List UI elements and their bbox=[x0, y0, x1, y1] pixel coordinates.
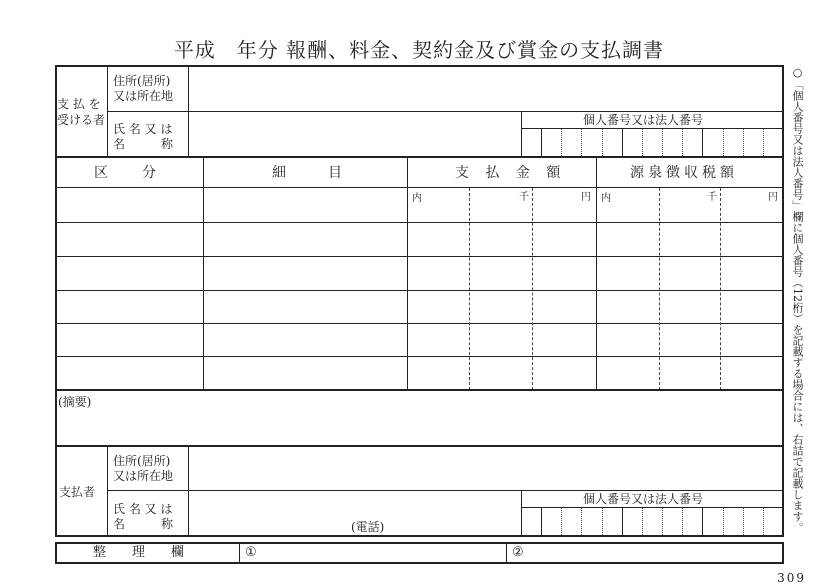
payer-id-digit-divider bbox=[662, 508, 663, 535]
summary-field[interactable] bbox=[57, 391, 782, 444]
detail-cell-row-6[interactable] bbox=[204, 358, 406, 388]
payer-id-digit-divider bbox=[682, 508, 683, 535]
table-row-divider-3 bbox=[55, 290, 784, 291]
recipient-address-label-line1: 住所(居所) bbox=[113, 74, 171, 88]
admin-mark-2: ② bbox=[512, 545, 524, 560]
table-row-divider-2 bbox=[55, 256, 784, 257]
form-number: 309 bbox=[777, 571, 806, 585]
payer-id-digit-divider bbox=[702, 508, 703, 535]
amount-cell-row-5[interactable] bbox=[408, 325, 595, 356]
category-cell-row-1[interactable] bbox=[56, 189, 202, 222]
admin-field-1[interactable] bbox=[241, 544, 505, 562]
col-header-detail: 細 目 bbox=[272, 165, 342, 181]
detail-cell-row-4[interactable] bbox=[204, 292, 406, 323]
recipient-name-label-line2: 名 称 bbox=[113, 137, 174, 151]
detail-cell-row-3[interactable] bbox=[204, 258, 406, 290]
payer-address-label-line2: 又は所在地 bbox=[113, 469, 174, 483]
recipient-group-label-line1: 支 払 を bbox=[57, 97, 101, 111]
payer-phone-label: (電話) bbox=[351, 520, 385, 534]
amount-cell-row-4[interactable] bbox=[408, 292, 595, 323]
col-header-category: 区 分 bbox=[94, 165, 166, 181]
summary-label: (摘要) bbox=[58, 395, 92, 409]
recipient-id-digit-divider bbox=[743, 129, 744, 156]
detail-cell-row-1[interactable] bbox=[204, 189, 406, 222]
tax-cell-row-2[interactable] bbox=[597, 224, 782, 256]
tax-cell-row-4[interactable] bbox=[597, 292, 782, 323]
recipient-id-digit-divider bbox=[702, 129, 703, 156]
table-row-divider-5 bbox=[55, 356, 784, 357]
admin-label: 整 理 欄 bbox=[93, 545, 185, 560]
tax-unit-yen: 円 bbox=[768, 192, 778, 203]
payer-address-field[interactable] bbox=[190, 447, 782, 489]
recipient-id-digit-divider bbox=[723, 129, 724, 156]
side-note: ○「個人番号又は法人番号」欄に個人番号（12桁）を記載する場合には、右詰で記載します。 bbox=[791, 66, 804, 533]
recipient-id-digit-divider bbox=[763, 129, 764, 156]
recipient-id-digit-divider bbox=[642, 129, 643, 156]
tax-unit-thousand: 千 bbox=[707, 192, 717, 203]
table-header-divider bbox=[55, 187, 784, 188]
recipient-id-digit-divider bbox=[682, 129, 683, 156]
payer-id-digit-divider bbox=[541, 508, 542, 535]
admin-divider-1 bbox=[239, 543, 240, 563]
payer-id-digit-divider bbox=[723, 508, 724, 535]
recipient-name-label-line1: 氏 名 又 は bbox=[113, 122, 173, 136]
amount-cell-row-6[interactable] bbox=[408, 358, 595, 388]
admin-field-2[interactable] bbox=[508, 544, 782, 562]
payer-group-divider bbox=[107, 446, 108, 536]
payer-id-label: 個人番号又は法人番号 bbox=[583, 492, 704, 506]
detail-cell-row-2[interactable] bbox=[204, 224, 406, 256]
amount-cell-row-2[interactable] bbox=[408, 224, 595, 256]
amount-unit-thousand: 千 bbox=[519, 192, 529, 203]
amount-cell-row-1[interactable] bbox=[408, 189, 595, 222]
recipient-id-digit-divider bbox=[602, 129, 603, 156]
recipient-address-field[interactable] bbox=[190, 67, 782, 110]
recipient-id-digit-divider bbox=[561, 129, 562, 156]
tax-cell-row-3[interactable] bbox=[597, 258, 782, 290]
recipient-id-digit-divider bbox=[622, 129, 623, 156]
payer-id-digit-divider bbox=[743, 508, 744, 535]
table-row-divider-1 bbox=[55, 222, 784, 223]
recipient-address-label-line2: 又は所在地 bbox=[113, 89, 174, 103]
tax-cell-row-1[interactable] bbox=[597, 189, 782, 222]
table-row-divider-4 bbox=[55, 323, 784, 324]
payer-name-label-line1: 氏 名 又 は bbox=[113, 502, 173, 516]
amount-unit-yen: 円 bbox=[581, 192, 591, 203]
amount-cell-row-3[interactable] bbox=[408, 258, 595, 290]
recipient-group-label-line2: 受ける者 bbox=[57, 113, 106, 127]
recipient-id-digit-divider bbox=[581, 129, 582, 156]
payer-id-digit-divider bbox=[581, 508, 582, 535]
payer-label-divider bbox=[188, 446, 189, 536]
payer-id-digit-divider bbox=[622, 508, 623, 535]
admin-divider-2 bbox=[506, 543, 507, 563]
payer-id-digit-divider bbox=[763, 508, 764, 535]
payer-id-digit-divider bbox=[602, 508, 603, 535]
amount-unit-inner: 内 bbox=[412, 193, 422, 204]
tax-cell-row-5[interactable] bbox=[597, 325, 782, 356]
category-cell-row-5[interactable] bbox=[56, 325, 202, 356]
category-cell-row-2[interactable] bbox=[56, 224, 202, 256]
admin-mark-1: ① bbox=[245, 545, 257, 560]
payer-address-label-line1: 住所(居所) bbox=[113, 454, 171, 468]
table-top-divider bbox=[55, 156, 784, 158]
recipient-id-label: 個人番号又は法人番号 bbox=[583, 113, 704, 127]
payer-id-digit-divider bbox=[561, 508, 562, 535]
category-cell-row-6[interactable] bbox=[56, 358, 202, 388]
detail-cell-row-5[interactable] bbox=[204, 325, 406, 356]
recipient-id-digit-divider bbox=[662, 129, 663, 156]
category-cell-row-3[interactable] bbox=[56, 258, 202, 290]
col-header-amount: 支 払 金 額 bbox=[455, 165, 567, 181]
tax-cell-row-6[interactable] bbox=[597, 358, 782, 388]
form-title: 平成 年分 報酬、料金、契約金及び賞金の支払調書 bbox=[173, 38, 665, 62]
payer-group-label: 支払者 bbox=[59, 485, 96, 499]
recipient-name-field[interactable] bbox=[190, 112, 520, 156]
tax-unit-inner: 内 bbox=[601, 193, 611, 204]
recipient-id-digit-divider bbox=[541, 129, 542, 156]
col-header-tax: 源泉徴収税額 bbox=[630, 165, 738, 181]
payer-id-digit-divider bbox=[642, 508, 643, 535]
payer-name-label-line2: 名 称 bbox=[113, 517, 174, 531]
category-cell-row-4[interactable] bbox=[56, 292, 202, 323]
